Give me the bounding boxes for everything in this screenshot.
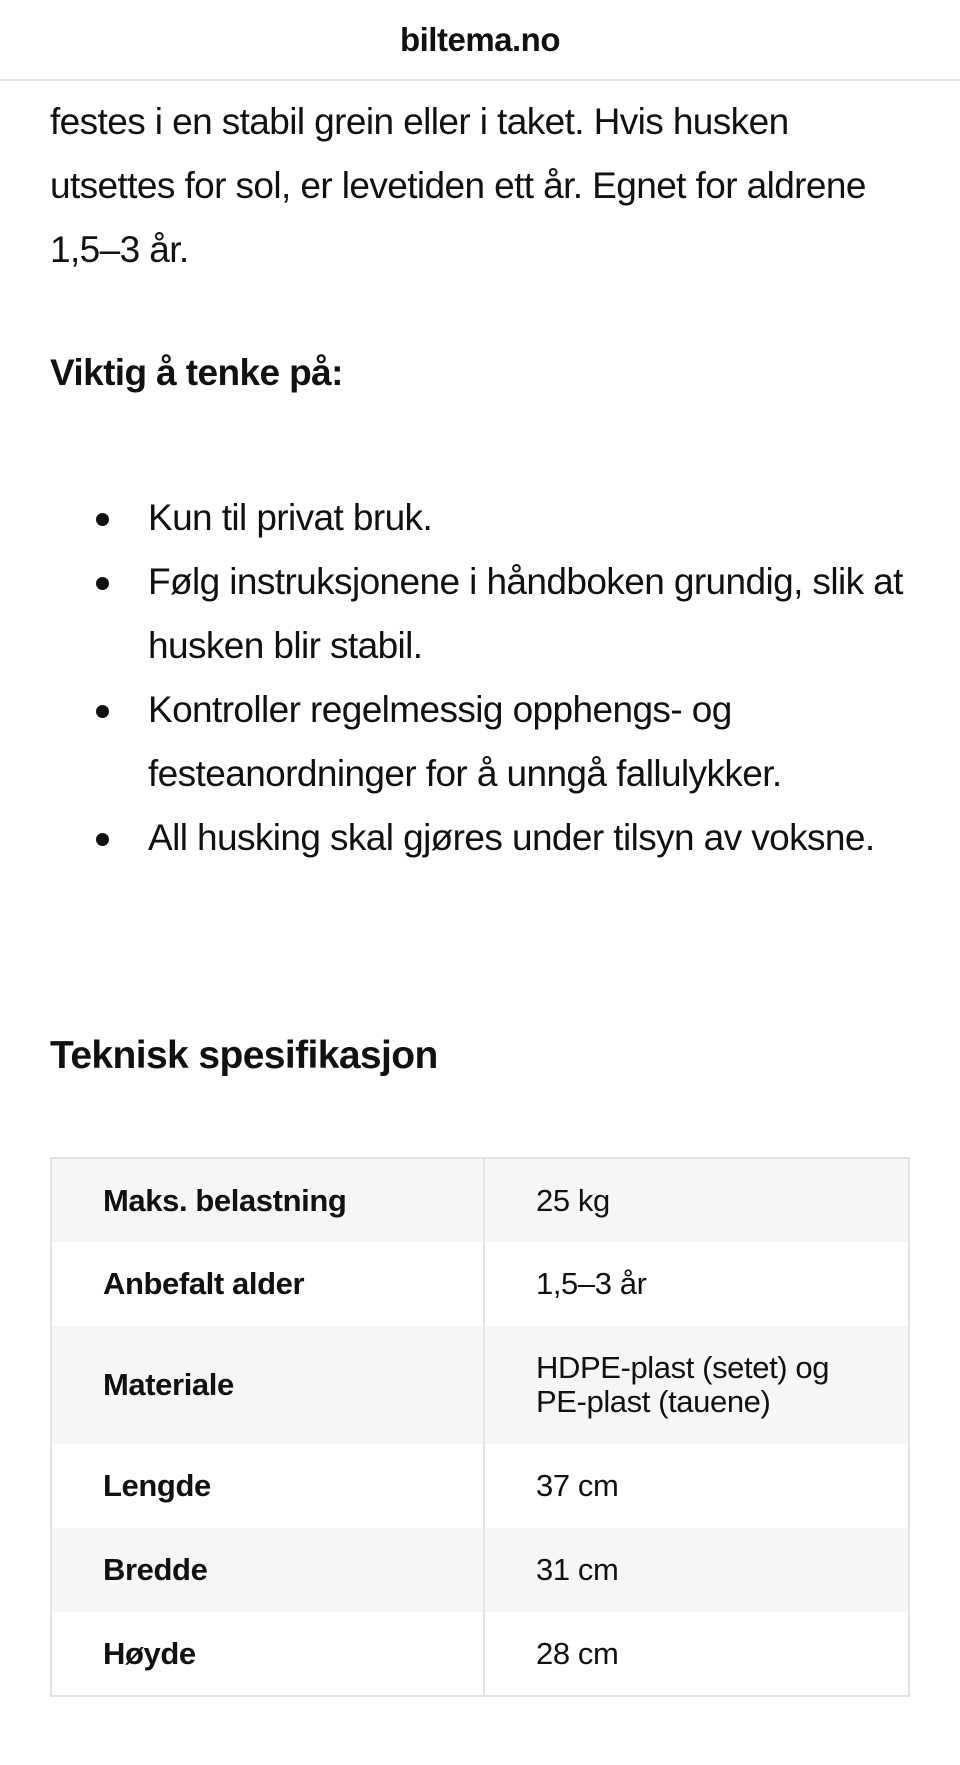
table-row — [51, 1326, 909, 1444]
description-text: festes i en stabil grein eller i taket. Hvis husken utsettes for sol, er levetiden ett år. Egnet for aldrene 1,5–3 år. — [50, 101, 866, 270]
spec-value: HDPE-plast (setet) og PE-plast (tauene) — [536, 1350, 830, 1419]
browser-address-bar[interactable] — [0, 0, 960, 81]
bullet-icon — [96, 833, 109, 846]
specs-table — [50, 1157, 910, 1697]
table-row — [51, 1528, 909, 1612]
table-row — [51, 1242, 909, 1326]
spec-label: Materiale — [51, 1326, 484, 1444]
list-item: All husking skal gjøres under tilsyn av voksne. — [50, 806, 910, 870]
spec-value: 28 cm — [536, 1635, 619, 1671]
list-item: Kun til privat bruk. — [50, 486, 910, 550]
list-item: Følg instruksjonene i håndboken grundig, slik at husken blir stabil. — [50, 550, 910, 678]
spec-label: Anbefalt alder — [51, 1242, 484, 1326]
bullet-icon — [96, 577, 109, 590]
spec-label: Maks. belastning — [51, 1158, 484, 1242]
spec-label: Høyde — [51, 1612, 484, 1696]
spec-value: 37 cm — [536, 1468, 619, 1503]
table-row — [51, 1612, 909, 1696]
product-description — [50, 90, 920, 1077]
table-row — [51, 1158, 909, 1242]
important-heading: Viktig å tenke på: — [50, 352, 343, 393]
spec-label: Lengde — [51, 1444, 484, 1528]
spec-value: 25 kg — [536, 1182, 610, 1218]
spec-label: Bredde — [51, 1528, 484, 1612]
bullet-icon — [96, 513, 109, 526]
table-row — [51, 1444, 909, 1528]
specs-heading: Teknisk spesifikasjon — [50, 1034, 438, 1077]
list-item: Kontroller regelmessig opphengs- og festeanordninger for å unngå fallulykker. — [50, 678, 910, 806]
important-list — [50, 486, 910, 870]
site-domain: biltema.no — [399, 20, 561, 58]
spec-value: 1,5–3 år — [536, 1266, 647, 1301]
bullet-icon — [96, 705, 109, 718]
spec-value: 31 cm — [536, 1552, 619, 1587]
